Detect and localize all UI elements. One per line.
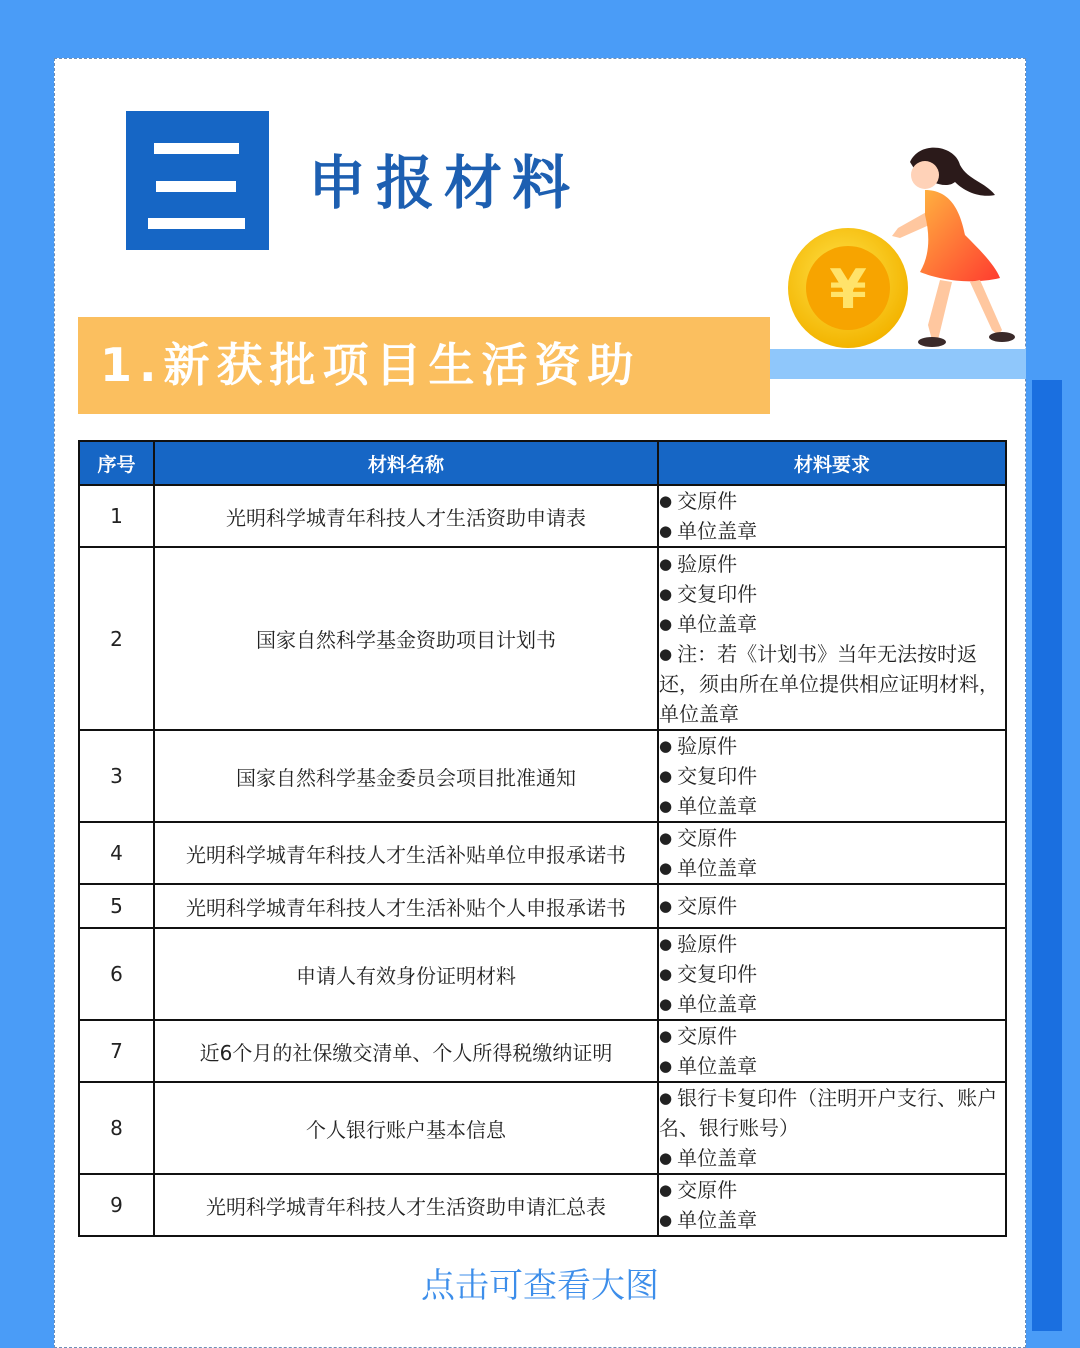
requirement-text: 单位盖章 [677,992,758,1016]
table-row [79,822,1006,884]
row-material-requirements [658,1082,1006,1174]
requirement-text: 交原件 [677,489,738,513]
row-index: 7 [79,1020,154,1082]
requirement-text: 验原件 [677,734,738,758]
requirement-item [659,1051,1005,1081]
table-row [79,1082,1006,1174]
bullet-icon: ● [659,1057,673,1075]
requirement-item [659,823,1005,853]
table-header-row [79,441,1006,485]
requirement-item [659,891,1005,921]
requirement-text: 交原件 [677,826,738,850]
yen-symbol: ¥ [829,258,867,321]
row-material-name: 申请人有效身份证明材料 [154,928,658,1020]
row-index: 5 [79,884,154,928]
row-material-requirements [658,1020,1006,1082]
row-material-name: 光明科学城青年科技人才生活补贴个人申报承诺书 [154,884,658,928]
bullet-icon: ● [659,492,673,510]
row-index: 2 [79,547,154,730]
row-index: 8 [79,1082,154,1174]
row-material-requirements [658,730,1006,822]
bullet-icon: ● [659,737,673,755]
requirement-item [659,1205,1005,1235]
section-number-badge [126,111,269,250]
requirement-text: 交复印件 [677,764,758,788]
row-material-requirements [658,485,1006,547]
row-material-requirements [658,1174,1006,1236]
requirement-item [659,1143,1005,1173]
row-material-requirements [658,822,1006,884]
requirement-item [659,486,1005,516]
table-row [79,928,1006,1020]
row-index: 4 [79,822,154,884]
requirement-text: 单位盖章 [677,611,758,636]
requirement-item [659,639,1005,729]
table-row [79,884,1006,928]
table-row [79,547,1006,730]
requirement-text: 交原件 [677,1178,738,1202]
bullet-icon: ● [659,829,673,847]
bullet-icon: ● [659,554,673,573]
row-material-name: 光明科学城青年科技人才生活补贴单位申报承诺书 [154,822,658,884]
row-index: 9 [79,1174,154,1236]
bullet-icon: ● [659,644,673,663]
requirement-item [659,1175,1005,1205]
table-row [79,1020,1006,1082]
bullet-icon: ● [659,935,673,953]
row-material-requirements [658,547,1006,730]
table-row [79,485,1006,547]
header-material-name: 材料名称 [154,441,658,485]
bullet-icon: ● [659,859,673,877]
subsection-banner [78,317,770,414]
bullet-icon: ● [659,522,673,540]
requirement-text: 单位盖章 [677,1146,758,1170]
woman-pushing-coin-illustration [780,140,1020,360]
header-material-requirement: 材料要求 [658,441,1006,485]
requirement-item [659,959,1005,989]
three-stripes-icon-bar [148,218,245,229]
bullet-icon: ● [659,965,673,983]
requirement-text: 验原件 [677,932,738,956]
requirement-item [659,989,1005,1019]
row-index: 6 [79,928,154,1020]
bullet-icon: ● [659,584,673,603]
requirement-text: 单位盖章 [677,794,758,818]
three-stripes-icon-bar [156,181,236,192]
requirement-item [659,761,1005,791]
view-large-image-link[interactable]: 点击可查看大图 [421,1266,659,1306]
requirement-text: 验原件 [677,551,738,576]
requirement-text: 单位盖章 [677,1208,758,1232]
requirement-text: 单位盖章 [677,1054,758,1078]
requirement-item [659,1021,1005,1051]
subsection-title: 1.新获批项目生活资助 [100,338,641,392]
three-stripes-icon [154,143,239,154]
requirement-text: 单位盖章 [677,519,758,543]
bullet-icon: ● [659,995,673,1013]
requirement-text: 银行卡复印件（注明开户支行、账户名、银行账号） [659,1086,998,1140]
requirement-item [659,791,1005,821]
row-material-requirements [658,884,1006,928]
bullet-icon: ● [659,1211,673,1229]
bullet-icon: ● [659,767,673,785]
materials-table [78,440,1007,1237]
requirement-item [659,516,1005,546]
bullet-icon: ● [659,1149,673,1167]
row-material-name: 国家自然科学基金资助项目计划书 [154,547,658,730]
requirement-text: 交复印件 [677,581,758,606]
bullet-icon: ● [659,614,673,633]
row-material-requirements [658,928,1006,1020]
row-material-name: 个人银行账户基本信息 [154,1082,658,1174]
row-index: 1 [79,485,154,547]
requirement-text: 注：若《计划书》当年无法按时返还，须由所在单位提供相应证明材料，单位盖章 [659,641,999,726]
row-material-name: 光明科学城青年科技人才生活资助申请汇总表 [154,1174,658,1236]
row-material-name: 国家自然科学基金委员会项目批准通知 [154,730,658,822]
requirement-item [659,731,1005,761]
row-index: 3 [79,730,154,822]
requirement-text: 单位盖章 [677,856,758,880]
table-row [79,730,1006,822]
requirement-item [659,549,1005,579]
requirement-item [659,929,1005,959]
header-index: 序号 [79,441,154,485]
right-accent-bar [1032,380,1062,1331]
bullet-icon: ● [659,1089,673,1107]
table-row [79,1174,1006,1236]
bullet-icon: ● [659,797,673,815]
requirement-text: 交原件 [677,1024,738,1048]
row-material-name: 光明科学城青年科技人才生活资助申请表 [154,485,658,547]
section-title: 申报材料 [308,149,581,217]
requirement-text: 交原件 [677,894,738,918]
requirement-text: 交复印件 [677,962,758,986]
bullet-icon: ● [659,897,673,915]
requirement-item [659,853,1005,883]
requirement-item [659,1083,1005,1143]
bullet-icon: ● [659,1181,673,1199]
bullet-icon: ● [659,1027,673,1045]
requirement-item [659,609,1005,639]
requirement-item [659,579,1005,609]
row-material-name: 近6个月的社保缴交清单、个人所得税缴纳证明 [154,1020,658,1082]
